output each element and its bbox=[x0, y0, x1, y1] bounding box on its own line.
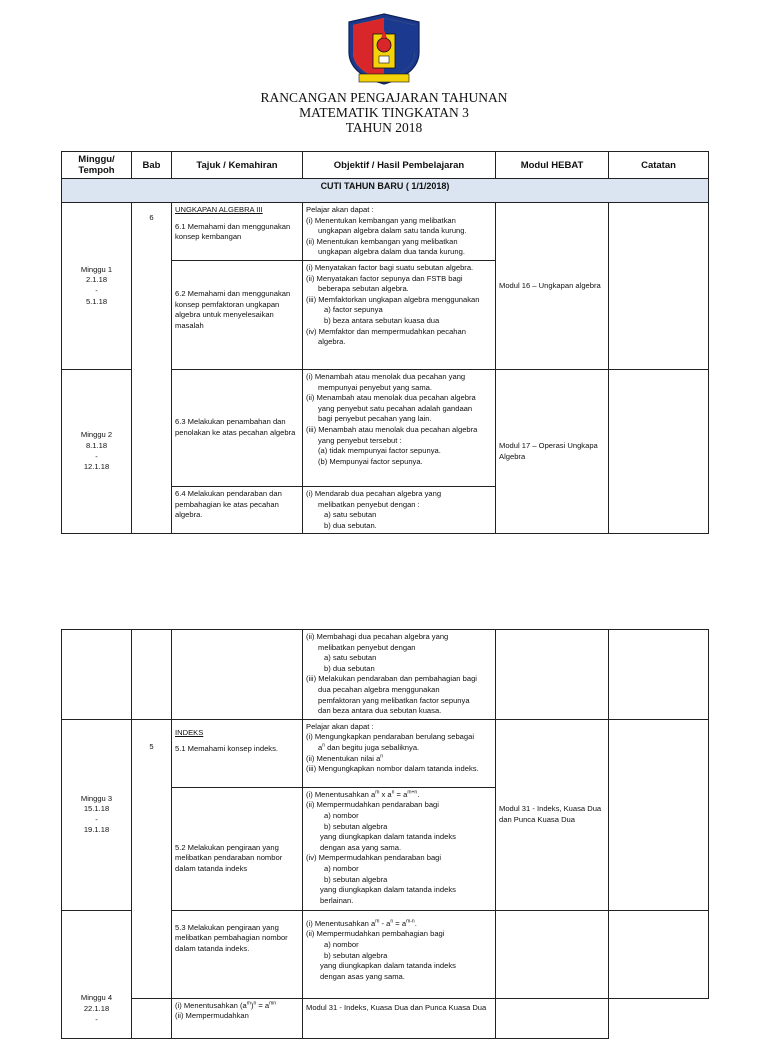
objective-line bbox=[306, 743, 492, 754]
topic-cell bbox=[172, 719, 303, 787]
objective-line: Pelajar akan dapat : bbox=[306, 721, 374, 731]
objective-line: yang diungkapkan dalam tatanda indeks bbox=[320, 885, 456, 895]
objective-line: (iii) Melakukan pendaraban dan pembahagian bagi bbox=[306, 674, 477, 684]
table-header-row bbox=[62, 152, 709, 179]
objective-line: (iii) Menambah atau menolak dua pecahan algebra bbox=[306, 424, 478, 434]
bab-cell bbox=[132, 203, 172, 534]
column-header-topic: Tajuk / Kemahiran bbox=[172, 152, 303, 179]
superscript: n bbox=[391, 789, 395, 796]
text-fragment: dan begitu juga sebaliknya. bbox=[325, 742, 420, 752]
objective-line: dengan asas yang sama. bbox=[320, 971, 405, 981]
text-fragment: = a bbox=[394, 789, 408, 799]
table-row bbox=[62, 630, 709, 720]
objective-cell bbox=[303, 369, 496, 486]
week-cell bbox=[62, 203, 132, 370]
notes-cell bbox=[496, 998, 609, 1038]
modul-text: Modul 31 - Indeks, Kuasa Dua dan Punca Kuasa Dua bbox=[306, 1002, 487, 1012]
objective-line: Pelajar akan dapat : bbox=[306, 205, 374, 214]
objective-line: (a) tidak mempunyai factor sepunya. bbox=[318, 446, 441, 456]
week-label: Minggu 1 bbox=[80, 264, 113, 274]
week-label: Minggu 4 bbox=[80, 993, 113, 1003]
objective-line: yang diungkapkan dalam tatanda indeks bbox=[320, 832, 456, 842]
text-fragment: (i) Menentusahkan a bbox=[306, 918, 376, 928]
objective-line: melibatkan penyebut dengan : bbox=[318, 499, 420, 509]
superscript: m bbox=[375, 789, 380, 796]
objective-line: dan beza antara dua sebutan kuasa. bbox=[318, 706, 442, 716]
topic-cell bbox=[172, 486, 303, 533]
objective-line: a) satu sebutan bbox=[324, 653, 377, 663]
modul-cell bbox=[496, 630, 609, 720]
page-2 bbox=[0, 580, 768, 1024]
objective-line: (ii) Menambah atau menolak dua pecahan algebra bbox=[306, 393, 476, 403]
objective-line: ungkapan algebra dalam dua tanda kurung. bbox=[318, 247, 465, 257]
objective-line: pemfaktoran yang melibatkan factor sepunya bbox=[318, 695, 470, 705]
superscript: n bbox=[380, 753, 384, 759]
objective-line: a) nombor bbox=[324, 863, 359, 873]
text-fragment: . bbox=[417, 789, 420, 799]
objective-line: b) sebutan algebra bbox=[324, 821, 388, 831]
text-fragment: - a bbox=[379, 918, 391, 928]
skill-text: 6.1 Memahami dan menggunakan konsep kembangan bbox=[175, 221, 291, 242]
objective-line: melibatkan penyebut dengan bbox=[318, 642, 416, 652]
text-fragment: = a bbox=[256, 1000, 270, 1010]
superscript: n bbox=[390, 918, 394, 925]
objective-cell bbox=[303, 719, 496, 787]
week-end: 19.1.18 bbox=[83, 825, 110, 835]
bab-cell bbox=[132, 630, 172, 720]
skill-text: 6.2 Memahami dan menggunakan konsep pemfaktoran ungkapan algebra untuk menyelesaikan masalah bbox=[175, 288, 291, 330]
objective-line: b) beza antara sebutan kuasa dua bbox=[324, 315, 440, 325]
text-fragment: (ii) Menentukan nilai a bbox=[306, 753, 381, 763]
column-header-modul: Modul HEBAT bbox=[496, 152, 609, 179]
topic-cell bbox=[172, 203, 303, 261]
week-label: Minggu 2 bbox=[80, 430, 113, 440]
objective-line: (ii) Mempermudahkan bbox=[175, 1011, 249, 1021]
week-dash: - bbox=[95, 1014, 98, 1024]
week-cell bbox=[62, 719, 132, 910]
week-label: Minggu 3 bbox=[80, 793, 113, 803]
objective-line: yang penyebut tersebut : bbox=[318, 435, 402, 445]
superscript: m-n bbox=[406, 918, 415, 925]
table-row bbox=[62, 719, 709, 787]
bab-cell bbox=[132, 719, 172, 998]
objective-cell bbox=[303, 910, 496, 998]
superscript: n bbox=[253, 1000, 257, 1007]
modul-cell bbox=[496, 203, 609, 370]
skill-text: 5.3 Melakukan pengiraan yang melibatkan pembahagian nombor dalam tatanda indeks. bbox=[175, 922, 288, 953]
notes-cell bbox=[609, 630, 709, 720]
objective-cell bbox=[303, 630, 496, 720]
modul-text: Modul 31 - Indeks, Kuasa Dua dan Punca Kuasa Dua bbox=[499, 804, 602, 824]
text-fragment: ) bbox=[250, 1000, 254, 1010]
text-fragment: a bbox=[318, 742, 323, 752]
week-start: 2.1.18 bbox=[85, 275, 108, 285]
objective-line: (ii) Mempermudahkan pendaraban bagi bbox=[306, 800, 439, 810]
modul-text: Modul 17 – Operasi Ungkapa Algebra bbox=[499, 441, 598, 461]
objective-cell bbox=[303, 203, 496, 261]
table-row bbox=[62, 203, 709, 261]
skill-text: 5.2 Melakukan pengiraan yang melibatkan pendaraban nombor dalam tatanda indeks bbox=[175, 842, 283, 874]
objective-line: (b) Mempunyai factor sepunya. bbox=[318, 456, 423, 466]
modul-cell bbox=[496, 910, 609, 998]
skill-text: 6.3 Melakukan penambahan dan penolakan ke atas pecahan algebra bbox=[175, 417, 296, 437]
objective-line: (i) Menambah atau menolak dua pecahan yang bbox=[306, 371, 466, 381]
superscript: m bbox=[375, 918, 380, 925]
objective-line: b) sebutan algebra bbox=[324, 874, 388, 884]
week-start: 8.1.18 bbox=[85, 441, 108, 451]
superscript: m+n bbox=[407, 789, 418, 796]
bab-number: 5 bbox=[149, 741, 154, 751]
superscript: mn bbox=[269, 1000, 277, 1007]
week-dash: - bbox=[95, 285, 98, 295]
text-fragment: = a bbox=[393, 918, 407, 928]
objective-line: beberapa sebutan algebra. bbox=[318, 284, 409, 294]
objective-line: (iv) Memfaktor dan mempermudahkan pecahan bbox=[306, 326, 466, 336]
objective-line: a) nombor bbox=[324, 810, 359, 820]
objective-line: b) sebutan algebra bbox=[324, 950, 388, 960]
objective-cell bbox=[303, 486, 496, 533]
objective-line: dengan asa yang sama. bbox=[320, 842, 402, 852]
week-dash: - bbox=[95, 814, 98, 824]
objective-line: bagi penyebut pecahan yang lain. bbox=[318, 414, 432, 424]
week-end: 5.1.18 bbox=[85, 296, 108, 306]
week-start: 15.1.18 bbox=[83, 804, 110, 814]
week-cell bbox=[62, 630, 132, 720]
objective-line: a) satu sebutan bbox=[324, 510, 377, 520]
topic-cell bbox=[172, 369, 303, 486]
objective-cell bbox=[172, 998, 303, 1038]
week-end: 12.1.18 bbox=[83, 462, 110, 472]
topic-cell bbox=[172, 910, 303, 998]
column-header-objective: Objektif / Hasil Pembelajaran bbox=[303, 152, 496, 179]
objective-line: b) dua sebutan bbox=[324, 663, 375, 673]
title-line-2: MATEMATIK TINGKATAN 3 bbox=[299, 105, 469, 120]
objective-line: ungkapan algebra dalam satu tanda kurung. bbox=[318, 226, 467, 236]
column-header-bab: Bab bbox=[132, 152, 172, 179]
objective-line: (iv) Mempermudahkan pendaraban bagi bbox=[306, 853, 442, 863]
topic-cell bbox=[172, 787, 303, 910]
topic-cell bbox=[132, 998, 172, 1038]
objective-line: (i) Mendarab dua pecahan algebra yang bbox=[306, 488, 442, 498]
notes-cell bbox=[609, 203, 709, 370]
week-cell bbox=[62, 369, 132, 533]
notes-cell bbox=[609, 369, 709, 533]
topic-cell bbox=[172, 630, 303, 720]
objective-line: (ii) Menentukan kembangan yang melibatkan bbox=[306, 236, 458, 246]
text-fragment: (i) Menentusahkan a bbox=[306, 789, 376, 799]
objective-line: (ii) Menyatakan factor sepunya dan FSTB bagi bbox=[306, 273, 463, 283]
objective-line bbox=[306, 790, 492, 801]
objective-line: yang diungkapkan dalam tatanda indeks bbox=[320, 961, 456, 971]
skill-text: 6.4 Melakukan pendaraban dan pembahagian ke atas pecahan algebra. bbox=[175, 488, 282, 520]
column-header-week: Minggu/ Tempoh bbox=[62, 152, 132, 179]
modul-cell bbox=[496, 719, 609, 910]
superscript: m bbox=[246, 1000, 251, 1007]
text-fragment: x a bbox=[379, 789, 392, 799]
school-crest-logo bbox=[345, 12, 423, 86]
objective-line: a) nombor bbox=[324, 939, 359, 949]
objective-cell bbox=[303, 260, 496, 369]
objective-line: (i) Mengungkapkan pendaraban berulang sebagai bbox=[306, 732, 475, 742]
title-line-1: RANCANGAN PENGAJARAN TAHUNAN bbox=[260, 90, 508, 105]
objective-line bbox=[175, 1001, 299, 1012]
column-header-notes: Catatan bbox=[609, 152, 709, 179]
document-title bbox=[0, 90, 768, 135]
objective-line: (i) Menentukan kembangan yang melibatkan bbox=[306, 215, 456, 225]
topic-title: UNGKAPAN ALGEBRA III bbox=[175, 205, 263, 214]
modul-text: Modul 16 – Ungkapan algebra bbox=[499, 280, 601, 290]
objective-line: (iii) Mengungkapkan nombor dalam tatanda indeks. bbox=[306, 764, 479, 774]
objective-cell bbox=[303, 787, 496, 910]
objective-line: (ii) Mempermudahkan pembahagian bagi bbox=[306, 929, 445, 939]
week-dash: - bbox=[95, 451, 98, 461]
holiday-banner-row bbox=[62, 179, 709, 203]
skill-text: 5.1 Memahami konsep indeks. bbox=[175, 744, 278, 754]
bab-number: 6 bbox=[149, 213, 154, 222]
objective-line: algebra. bbox=[318, 337, 346, 347]
objective-line: a) factor sepunya bbox=[324, 305, 383, 315]
week-start: 22.1.18 bbox=[83, 1003, 110, 1013]
objective-line: mempunyai penyebut yang sama. bbox=[318, 382, 432, 392]
table-row bbox=[62, 998, 709, 1038]
objective-line: (iii) Memfaktorkan ungkapan algebra menggunakan bbox=[306, 294, 480, 304]
objective-line: b) dua sebutan. bbox=[324, 520, 377, 530]
title-line-3: TAHUN 2018 bbox=[345, 120, 423, 135]
text-fragment: . bbox=[414, 918, 417, 928]
objective-line: (ii) Membahagi dua pecahan algebra yang bbox=[306, 632, 449, 641]
objective-line bbox=[306, 754, 492, 765]
objective-line: dua pecahan algebra menggunakan bbox=[318, 684, 440, 694]
plan-table-page-1 bbox=[61, 151, 709, 534]
text-fragment: (i) Menentusahkan (a bbox=[175, 1000, 247, 1010]
topic-cell bbox=[172, 260, 303, 369]
objective-line bbox=[306, 919, 492, 930]
objective-line: (i) Menyatakan factor bagi suatu sebutan algebra. bbox=[306, 262, 474, 272]
plan-table-page-2 bbox=[61, 629, 709, 1039]
superscript: n bbox=[322, 742, 326, 749]
notes-cell bbox=[609, 719, 709, 910]
modul-cell bbox=[303, 998, 496, 1038]
week-cell bbox=[62, 910, 132, 1038]
objective-line: yang penyebut satu pecahan adalah gandaan bbox=[318, 403, 473, 413]
topic-title: INDEKS bbox=[175, 727, 204, 737]
modul-cell bbox=[496, 369, 609, 533]
objective-line: berlainan. bbox=[320, 895, 354, 905]
holiday-banner: CUTI TAHUN BARU ( 1/1/2018) bbox=[62, 179, 709, 203]
notes-cell bbox=[609, 910, 709, 998]
